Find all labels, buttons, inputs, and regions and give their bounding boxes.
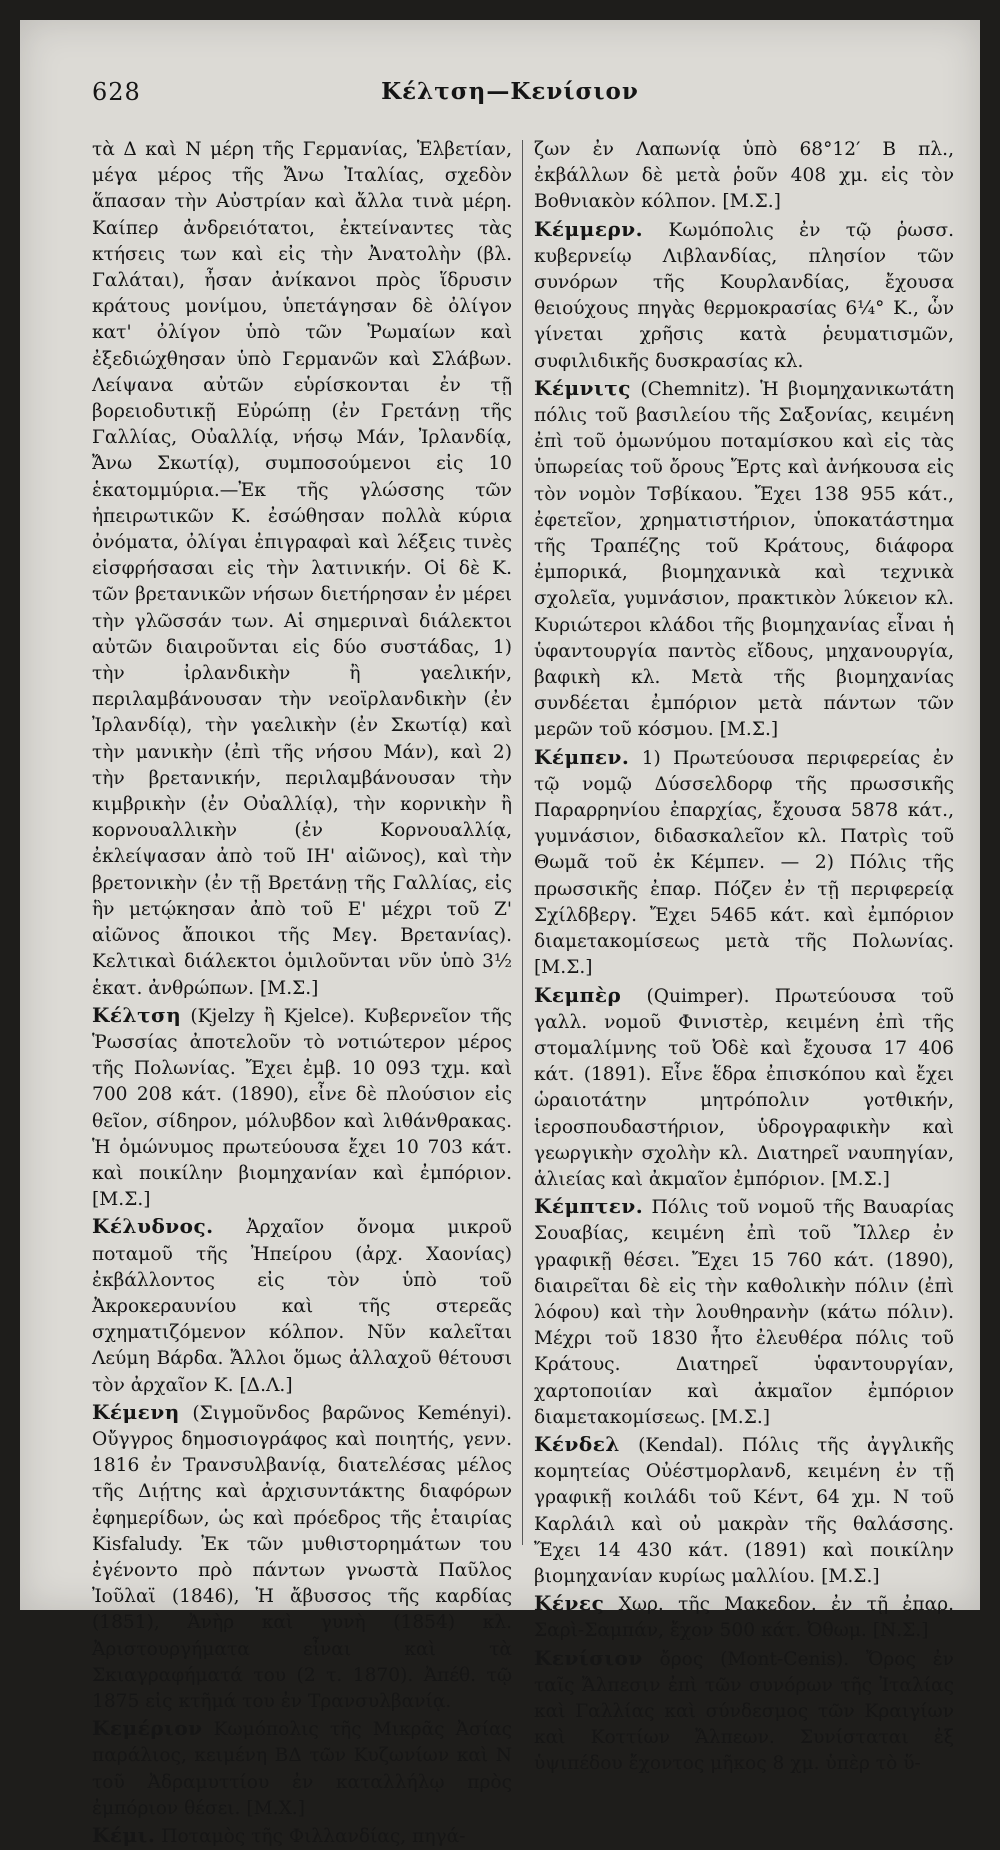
dictionary-entry: [534, 1645, 954, 1778]
dictionary-entry: [92, 1213, 512, 1398]
entry-headword: Κέμμερν.: [534, 216, 644, 241]
entry-headword: Κέμι.: [92, 1823, 156, 1847]
entry-headword: Κένες: [534, 1591, 605, 1616]
dictionary-entry: [92, 1715, 512, 1822]
entry-text: (Σιγμοῦνδος βαρῶνος Keményi). Οὔγγρος δημοσιογράφος καὶ ποιητής, γενν. 1816 ἐν Τρανσυλβανίᾳ, διατελέσας μέλος τῆς Διῄτης καὶ ἀρχισυντάκτης διαφόρων ἐφημερίδων, ὡς καὶ πρόεδρος τῆς ἑταιρίας Kisfaludy. Ἐκ τῶν μυθιστορημάτων του ἐγένοντο πρὸ πάντων γνωστὰ Παῦλος Ἰοῦλαϊ (1846), Ἡ ἄβυσσος τῆς καρδίας (1851), Ἀνὴρ καὶ γυνὴ (1854) κλ. Ἀριστουργήματα εἶναι καὶ τὰ Σκιαγραφήματά του (2 τ. 1870). Ἀπέθ. τῷ 1875 εἰς κτῆμά του ἐν Τρανσυλβανίᾳ.: [92, 1402, 512, 1712]
entry-text: (Quimper). Πρωτεύουσα τοῦ γαλλ. νομοῦ Φινιστὲρ, κειμένη ἐπὶ τῆς στομαλίμνης τοῦ Ὀδὲ καὶ ἔχουσα 17 406 κάτ. (1891). Εἶνε ἕδρα ἐπισκόπου καὶ ἔχει ὡραιοτάτην μητρόπολιν γοτθικήν, ἱεροσπουδαστήριον, ὑδρογραφικὴν καὶ γεωργικὴν σχολὴν κλ. Διατηρεῖ ναυπηγίαν, ἁλιείας καὶ ἀκμαῖον ἐμπόριον. [Μ.Σ.]: [534, 985, 954, 1190]
entry-headword: Κέμνιτς: [534, 375, 631, 400]
entry-text: Χωρ. τῆς Μακεδον. ἐν τῇ ἐπαρ. Σαρὶ-Σαμπάν, ἔχον 500 κάτ. Ὀθωμ. [Ν.Σ.]: [534, 1594, 954, 1642]
entry-headword: Κέμπτεν.: [534, 1194, 644, 1219]
entry-text: τὰ Δ καὶ Ν μέρη τῆς Γερμανίας, Ἑλβετίαν, μέγα μέρος τῆς Ἄνω Ἰταλίας, σχεδὸν ἅπασαν τὴν Αὐστρίαν καὶ ἄλλα τινὰ μέρη. Καίπερ ἀνδρειότατοι, ἐκτείναντες τὰς κτήσεις των καὶ εἰς τὴν Ἀνατολὴν (βλ. Γαλάται), ἦσαν ἀνίκανοι πρὸς ἵδρυσιν κράτους μονίμου, ὑπετάγησαν δὲ ὀλίγον κατ' ὀλίγον ὑπὸ τῶν Ῥωμαίων καὶ ἐξεδιώχθησαν ὑπὸ Γερμανῶν καὶ Σλάβων. Λείψανα αὐτῶν εὑρίσκονται ἐν τῇ βορειοδυτικῇ Εὐρώπῃ (ἐν Γρετάνῃ τῆς Γαλλίας, Οὐαλλίᾳ, νήσῳ Μάν, Ἰρλανδίᾳ, Ἄνω Σκωτίᾳ), συμποσούμενοι εἰς 10 ἑκατομμύρια.—Ἐκ τῆς γλώσσης τῶν ἠπειρωτικῶν Κ. ἐσώθησαν πολλὰ κύρια ὀνόματα, ὀλίγαι ἐπιγραφαὶ καὶ λέξεις τινὲς εἰσφρήσασαι εἰς τὴν λατινικήν. Οἱ δὲ Κ. τῶν βρετανικῶν νήσων διετήρησαν ἐν μέρει τὴν γλῶσσάν των. Αἱ σημεριναὶ διάλεκτοι αὐτῶν διαιροῦνται εἰς δύο συστάδας, 1) τὴν ἰρλανδικὴν ἢ γαελικήν, περιλαμβάνουσαν τὴν νεοϊρλανδικὴν (ἐν Ἰρλανδίᾳ), τὴν γαελικὴν (ἐν Σκωτίᾳ) καὶ τὴν μανικὴν (ἐπὶ τῆς νήσου Μάν), καὶ 2) τὴν βρετανικήν, περιλαμβάνουσαν τὴν κιμβρικὴν (ἐν Οὐαλλίᾳ), τὴν κορνικὴν ἢ κορνουαλλικὴν (ἐν Κορνουαλλίᾳ, ἐκλείψασαν ἀπὸ τοῦ ΙΗ' αἰῶνος), καὶ τὴν βρετονικὴν (ἐν τῇ Βρετάνῃ τῆς Γαλλίας, εἰς ἣν μετῴκησαν ἀπὸ τοῦ Ε' μέχρι τοῦ Ζ' αἰῶνος ἄποικοι τῆς Μεγ. Βρετανίας). Κελτικαὶ διάλεκτοι ὁμιλοῦνται νῦν ὑπὸ 3½ ἑκατ. ἀνθρώπων. [Μ.Σ.]: [92, 139, 512, 999]
dictionary-entry: [92, 1822, 512, 1850]
entry-text: (Chemnitz). Ἡ βιομηχανικωτάτη πόλις τοῦ βασιλείου τῆς Σαξονίας, κειμένη ἐπὶ τοῦ ὁμωνύμου ποταμίσκου καὶ εἰς τὰς ὑπωρείας τοῦ ὄρους Ἔρτς καὶ ἀνήκουσα εἰς τὸν νομὸν Τσβίκαου. Ἔχει 138 955 κάτ., ἐφετεῖον, χρηματιστήριον, ὑποκατάστημα τῆς Τραπέζης τοῦ Κράτους, διάφορα ἐμπορικά, βιομηχανικὰ καὶ τεχνικὰ σχολεῖα, γυμνάσιον, πρακτικὸν λύκειον κλ. Κυριώτεροι κλάδοι τῆς βιομηχανίας εἶναι ἡ ὑφαντουργία παντὸς εἴδους, μηχανουργία, βαφικὴ κλ. Μετὰ τῆς βιομηχανίας συνδέεται ἐμπόριον μετὰ πάντων τῶν μερῶν τοῦ κόσμου. [Μ.Σ.]: [534, 378, 954, 741]
entry-headword: Κένδελ: [534, 1431, 620, 1456]
entry-text: ὄρος (Mont-Cenis). Ὄρος ἐν ταῖς Ἄλπεσιν ἐπὶ τῶν συνόρων τῆς Ἰταλίας καὶ Γαλλίας καὶ σύνδεσμος τῶν Κραιγίων καὶ Κοττίων Ἄλπεων. Συνίσταται ἐξ ὑψιπέδου ἔχοντος μῆκος 8 χμ. ὑπὲρ τὸ ὕ-: [534, 1648, 954, 1775]
dictionary-entry: [534, 1193, 954, 1431]
entry-headword: Κεμπὲρ: [534, 982, 622, 1007]
entry-text: Κωμόπολις τῆς Μικρᾶς Ἀσίας παράλιος, κειμένη ΒΔ τῶν Κυζωνίων καὶ Ν τοῦ Ἀδραμυττίου ἐν καταλλήλῳ πρὸς ἐμπόριον θέσει. [Μ.Χ.]: [92, 1719, 512, 1819]
left-column: [92, 137, 512, 1850]
entry-headword: Κέλτση: [92, 1002, 182, 1027]
entry-headword: Κέμενη: [92, 1399, 180, 1424]
dictionary-entry: [534, 375, 954, 744]
entry-text: 1) Πρωτεύουσα περιφερείας ἐν τῷ νομῷ Δύσσελδορφ τῆς πρωσσικῆς Παραρρηνίου ἐπαρχίας, ἔχουσα 5878 κάτ., γυμνάσιον, διδασκαλεῖον κλ. Πατρὶς τοῦ Θωμᾶ τοῦ ἐκ Κέμπεν. — 2) Πόλις τῆς πρωσσικῆς ἐπαρ. Πόζεν ἐν τῇ περιφερείᾳ Σχίλδβεργ. Ἔχει 5465 κάτ. καὶ ἐμπόριον διαμετακομίσεως μετὰ τῆς Πολωνίας. [Μ.Σ.]: [534, 747, 954, 979]
entry-text: Κωμόπολις ἐν τῷ ῥωσσ. κυβερνείῳ Λιβλανδίας, πλησίον τῶν συνόρων τῆς Κουρλανδίας, ἔχουσα θειούχους πηγὰς θερμοκρασίας 6¼° Κ., ὧν γίνεται χρῆσις κατὰ ῥευματισμῶν, συφιλιδικῆς δυσκρασίας κλ.: [534, 219, 954, 372]
dictionary-entry: [534, 1431, 954, 1590]
dictionary-page: [20, 20, 980, 1847]
dictionary-entry: [534, 1590, 954, 1644]
running-head: Κέλτση—Κενίσιον: [381, 78, 639, 105]
entry-text: Ἀρχαῖον ὄνομα μικροῦ ποταμοῦ τῆς Ἠπείρου (ἀρχ. Χαονίας) ἐκβάλλοντος εἰς τὸν ὑπὸ τοῦ Ἀκροκεραυνίου καὶ τῆς στερεᾶς σχηματιζόμενον κόλπον. Νῦν καλεῖται Λεύμη Βάρδα. Ἄλλοι ὅμως ἀλλαχοῦ θέτουσι τὸν ἀρχαῖον Κ. [Δ.Λ.]: [92, 1217, 512, 1396]
dictionary-entry: [534, 982, 954, 1194]
dictionary-entry: [534, 216, 954, 375]
column-divider: [522, 140, 523, 1545]
dictionary-entry: [92, 1399, 512, 1715]
entry-headword: Κέλυδνος.: [92, 1214, 214, 1239]
entry-text: ζων ἐν Λαπωνίᾳ ὑπὸ 68°12′ Β πλ., ἐκβάλλων δὲ μετὰ ῥοῦν 408 χμ. εἰς τὸν Βοθνιακὸν κόλπον. [Μ.Σ.]: [534, 139, 954, 213]
entry-headword: Κεμέριον: [92, 1716, 203, 1741]
dictionary-entry: [534, 137, 954, 216]
entry-text: Πόλις τοῦ νομοῦ τῆς Βαυαρίας Σουαβίας, κειμένη ἐπὶ τοῦ Ἴλλερ ἐν γραφικῇ θέσει. Ἔχει 15 760 κάτ. (1890), διαιρεῖται δὲ εἰς τὴν καθολικὴν πόλιν (ἐπὶ λόφου) καὶ τὴν λουθηρανὴν (κάτω πόλιν). Μέχρι τοῦ 1830 ἦτο ἐλευθέρα πόλις τοῦ Κράτους. Διατηρεῖ ὑφαντουργίαν, χαρτοποιίαν καὶ ἀκμαῖον ἐμπόριον διαμετακομίσεως. [Μ.Σ.]: [534, 1197, 954, 1428]
entry-text: (Kjelzy ἢ Kjelce). Κυβερνεῖον τῆς Ῥωσσίας ἀποτελοῦν τὸ νοτιώτερον μέρος τῆς Πολωνίας. Ἔχει ἐμβ. 10 093 τχμ. καὶ 700 208 κάτ. (1890), εἶνε δὲ πλούσιον εἰς θεῖον, σίδηρον, μόλυβδον καὶ λιθάνθρακας. Ἡ ὁμώνυμος πρωτεύουσα ἔχει 10 703 κάτ. καὶ ποικίλην βιομηχανίαν καὶ ἐμπόριον. [Μ.Σ.]: [92, 1005, 512, 1211]
entry-text: (Kendal). Πόλις τῆς ἀγγλικῆς κομητείας Οὐέστμορλανδ, κειμένη ἐν τῇ γραφικῇ κοιλάδι τοῦ Κέντ, 64 χμ. Ν τοῦ Καρλάιλ καὶ οὐ μακρὰν τῆς θαλάσσης. Ἔχει 14 430 κάτ. (1891) καὶ ποικίλην βιομηχανίαν κυρίως μαλλίου. [Μ.Σ.]: [534, 1434, 954, 1587]
entry-headword: Κενίσιον: [534, 1645, 643, 1670]
page-header: [92, 78, 928, 112]
right-column: [534, 137, 954, 1778]
dictionary-entry: [92, 1002, 512, 1214]
entry-headword: Κέμπεν.: [534, 744, 630, 769]
entry-text: Ποταμὸς τῆς Φιλλανδίας, πηγά-: [161, 1826, 466, 1847]
dictionary-entry: [92, 137, 512, 1002]
page-number: 628: [92, 78, 141, 106]
dictionary-entry: [534, 744, 954, 982]
